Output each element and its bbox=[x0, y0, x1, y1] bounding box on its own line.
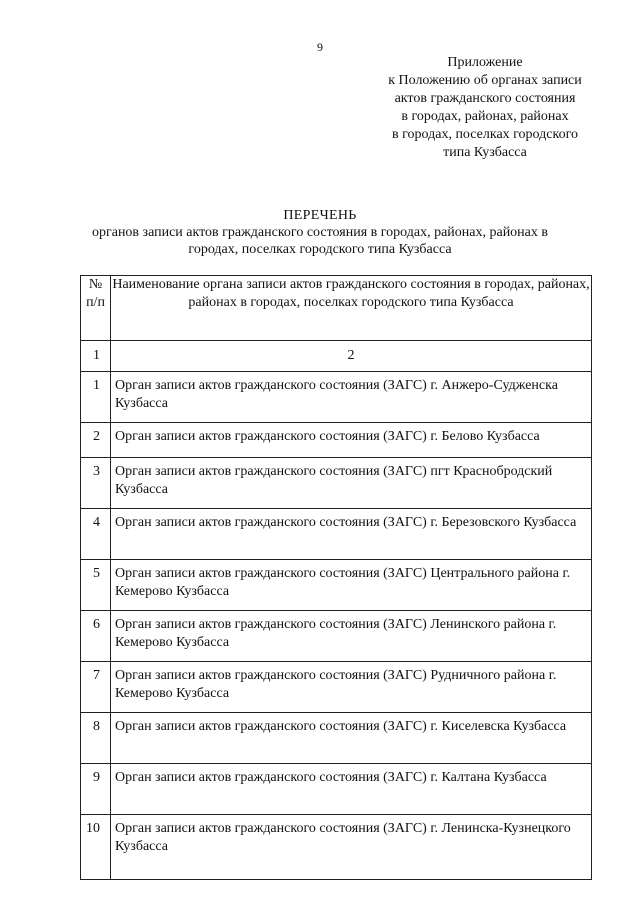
column-index-name: 2 bbox=[111, 341, 592, 372]
row-number: 2 bbox=[81, 423, 111, 458]
document-subtitle-line: органов записи актов гражданского состояния в городах, районах, районах в bbox=[91, 225, 549, 240]
row-number: 7 bbox=[81, 662, 111, 713]
table-row bbox=[81, 662, 592, 713]
row-number: 1 bbox=[81, 372, 111, 423]
table-row bbox=[81, 713, 592, 764]
document-title: ПЕРЕЧЕНЬ bbox=[283, 208, 357, 223]
header-number-cell bbox=[81, 276, 111, 341]
registry-table bbox=[80, 275, 592, 880]
table-row bbox=[81, 372, 592, 423]
table-row bbox=[81, 423, 592, 458]
table-row bbox=[81, 560, 592, 611]
appendix-line: типа Кузбасса bbox=[443, 145, 527, 160]
row-name: Орган записи актов гражданского состояния (ЗАГС) г. Киселевска Кузбасса bbox=[111, 713, 592, 764]
row-number: 9 bbox=[81, 764, 111, 815]
table-row bbox=[81, 764, 592, 815]
appendix-line: актов гражданского состояния bbox=[394, 91, 576, 106]
row-name: Орган записи актов гражданского состояния (ЗАГС) г. Калтана Кузбасса bbox=[111, 764, 592, 815]
header-name-cell: Наименование органа записи актов гражданского состояния в городах, районах, районах в городах, поселках городского типа Кузбасса bbox=[111, 276, 592, 341]
column-index-number: 1 bbox=[81, 341, 111, 372]
row-number: 8 bbox=[81, 713, 111, 764]
appendix-note bbox=[360, 54, 610, 162]
table-row bbox=[81, 815, 592, 880]
table-header-row bbox=[81, 276, 592, 341]
appendix-line: Приложение bbox=[447, 55, 523, 70]
appendix-line: в городах, районах, районах bbox=[401, 109, 569, 124]
row-name: Орган записи актов гражданского состояния (ЗАГС) г. Ленинска-Кузнецкого Кузбасса bbox=[111, 815, 592, 880]
table-row bbox=[81, 458, 592, 509]
row-name: Орган записи актов гражданского состояния (ЗАГС) Центрального района г. Кемерово Кузбасса bbox=[111, 560, 592, 611]
document-subtitle-line: городах, поселках городского типа Кузбасса bbox=[188, 242, 452, 257]
row-name: Орган записи актов гражданского состояния (ЗАГС) пгт Краснобродский Кузбасса bbox=[111, 458, 592, 509]
appendix-line: в городах, поселках городского bbox=[392, 127, 578, 142]
row-name: Орган записи актов гражданского состояния (ЗАГС) Рудничного района г. Кемерово Кузбасса bbox=[111, 662, 592, 713]
page-number: 9 bbox=[317, 40, 323, 54]
column-index-row bbox=[81, 341, 592, 372]
row-number: 10 bbox=[81, 815, 111, 880]
row-number: 3 bbox=[81, 458, 111, 509]
header-number-abbr: п/п bbox=[86, 295, 105, 310]
document-heading bbox=[60, 207, 580, 258]
row-name: Орган записи актов гражданского состояния (ЗАГС) г. Березовского Кузбасса bbox=[111, 509, 592, 560]
table-row bbox=[81, 611, 592, 662]
row-number: 5 bbox=[81, 560, 111, 611]
row-name: Орган записи актов гражданского состояния (ЗАГС) Ленинского района г. Кемерово Кузбасса bbox=[111, 611, 592, 662]
row-number: 4 bbox=[81, 509, 111, 560]
row-number: 6 bbox=[81, 611, 111, 662]
appendix-line: к Положению об органах записи bbox=[388, 73, 582, 88]
row-name: Орган записи актов гражданского состояния (ЗАГС) г. Белово Кузбасса bbox=[111, 423, 592, 458]
table-row bbox=[81, 509, 592, 560]
header-number-symbol: № bbox=[88, 277, 103, 292]
row-name: Орган записи актов гражданского состояния (ЗАГС) г. Анжеро-Судженска Кузбасса bbox=[111, 372, 592, 423]
